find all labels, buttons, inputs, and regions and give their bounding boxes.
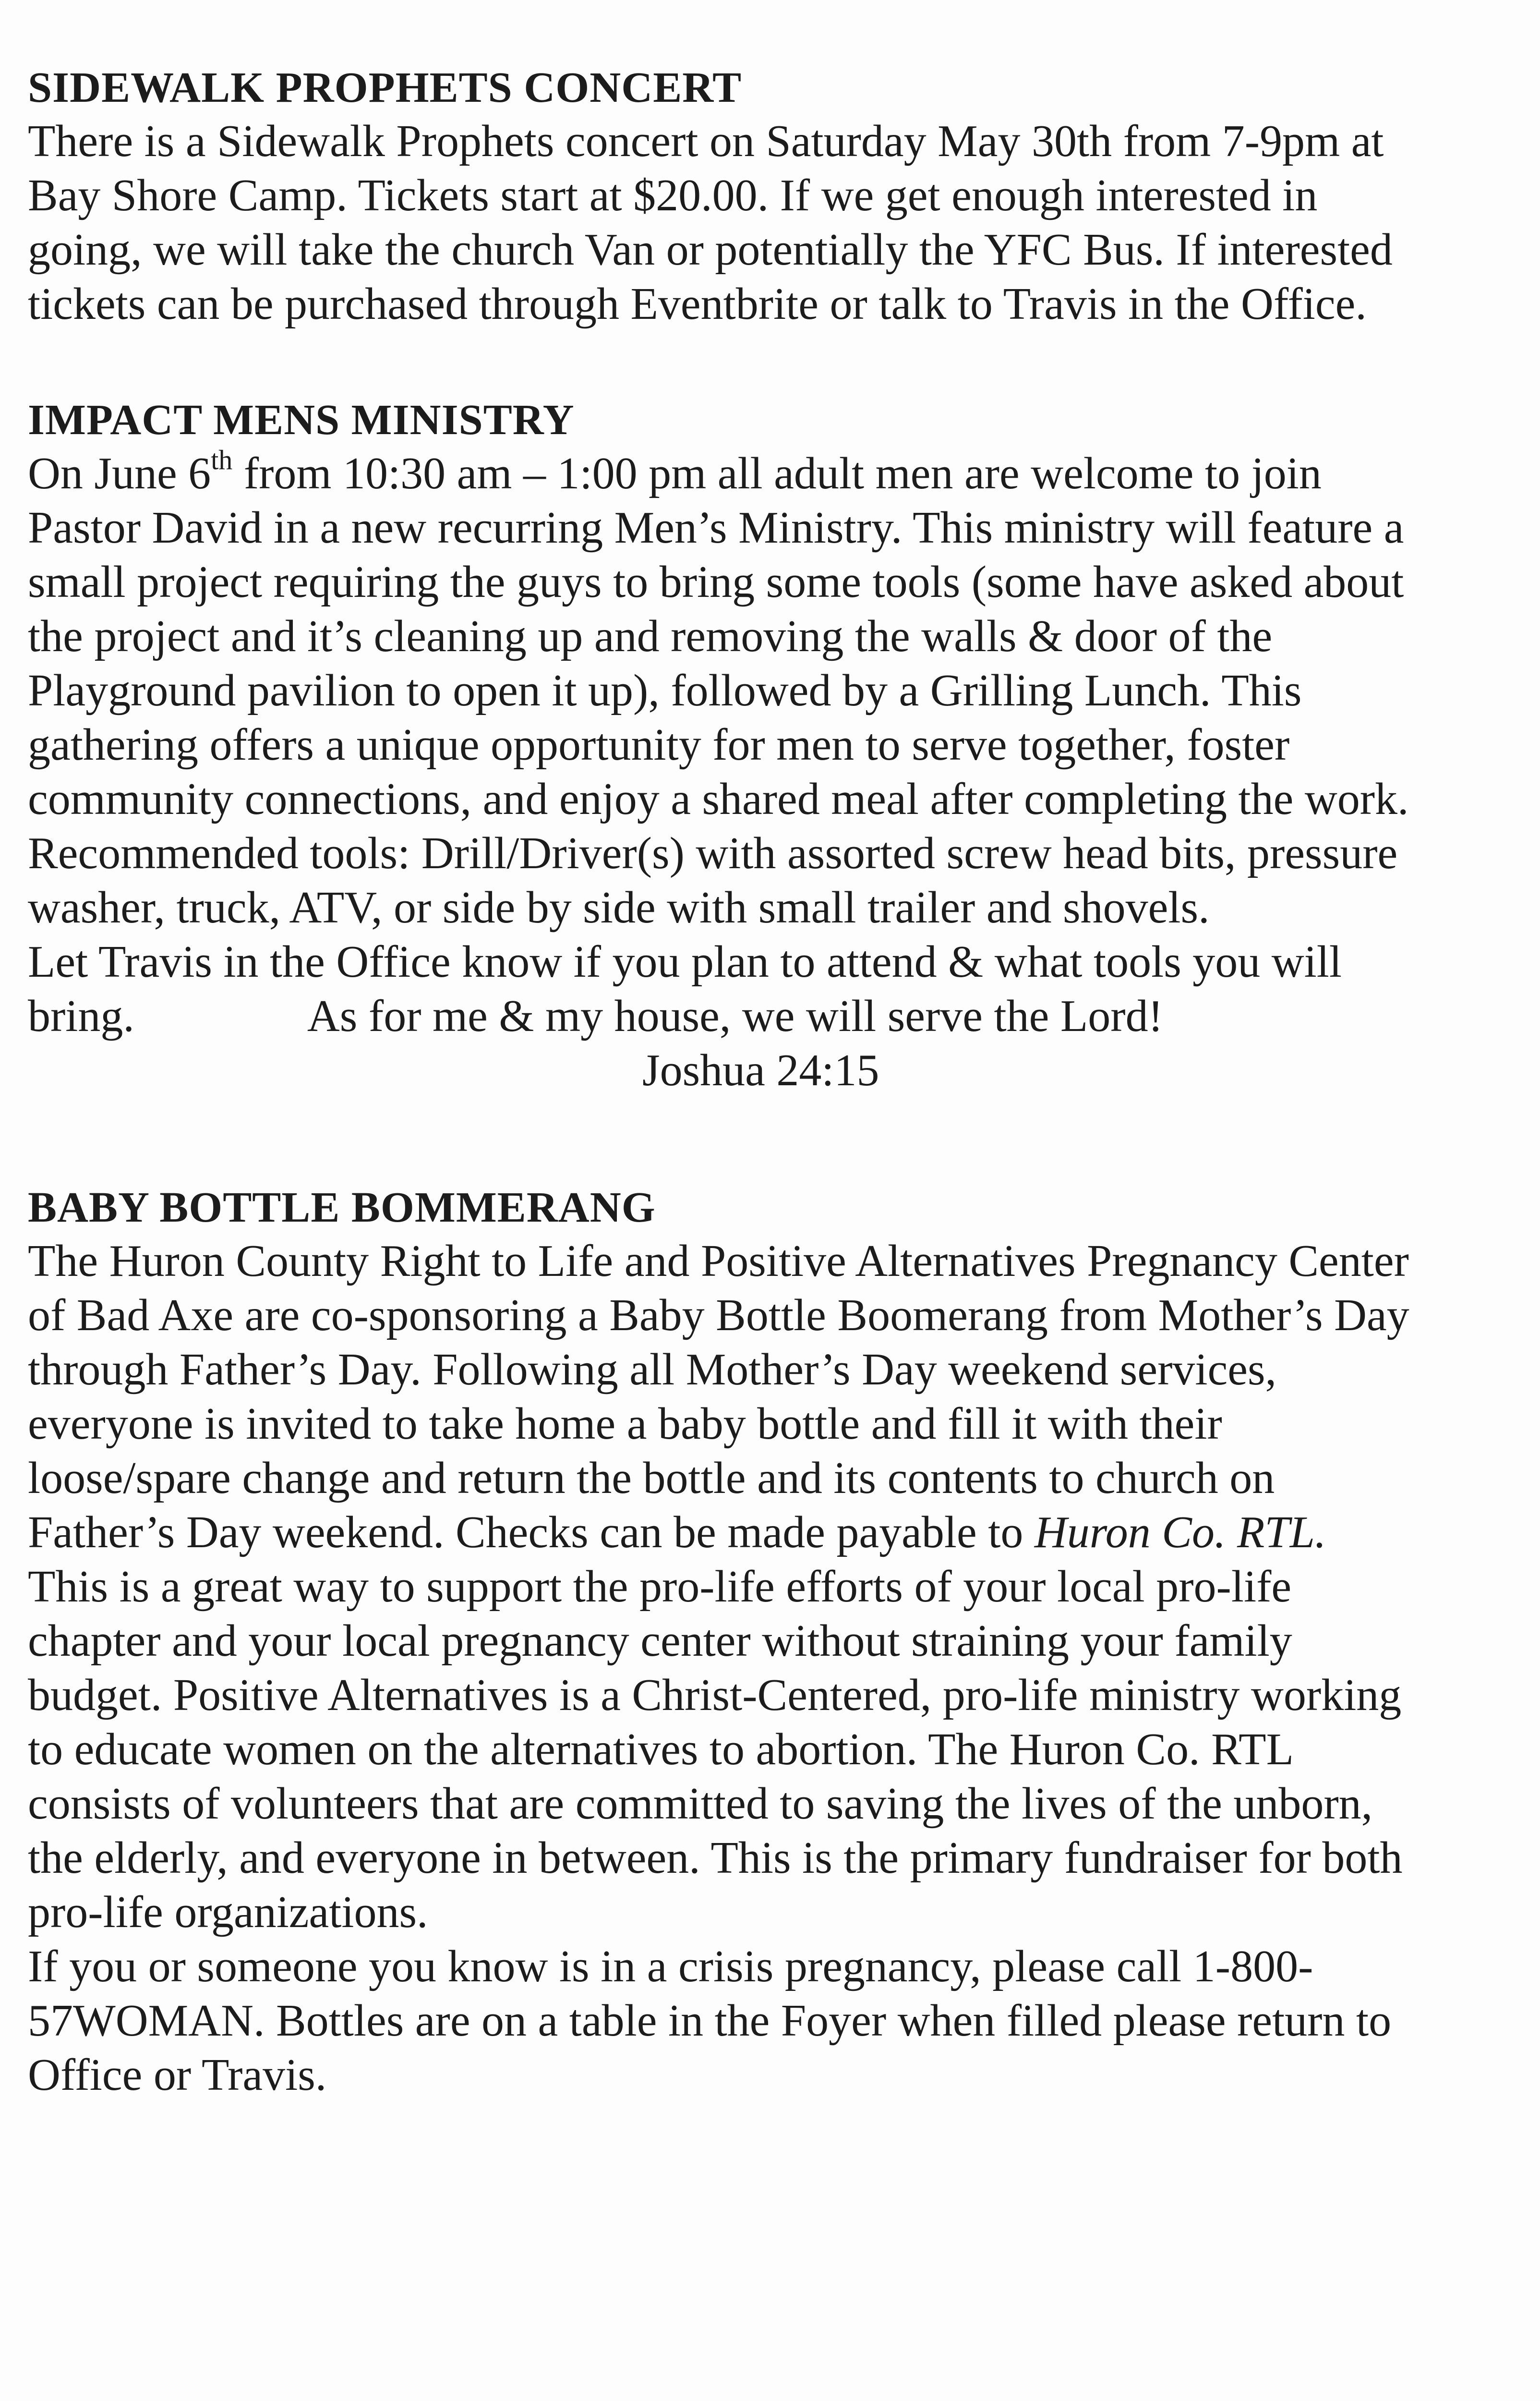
impact-line: Let Travis in the Office know if you plan to attend & what tools you will [28,937,1342,987]
baby-line: budget. Positive Alternatives is a Christ-Centered, pro-life ministry working [28,1670,1402,1720]
baby-line: chapter and your local pregnancy center without straining your family [28,1616,1292,1666]
impact-line: the project and it’s cleaning up and removing the walls & door of the [28,611,1273,661]
impact-line: Recommended tools: Drill/Driver(s) with assorted screw head bits, pressure [28,828,1398,878]
baby-line: This is a great way to support the pro-life efforts of your local pro-life [28,1562,1292,1612]
scripture-quote: As for me & my house, we will serve the Lord! [307,991,1163,1041]
impact-line: Pastor David in a new recurring Men’s Ministry. This ministry will feature a [28,503,1404,553]
baby-line: the elderly, and everyone in between. This is the primary fundraiser for both [28,1833,1403,1883]
impact-last-word: bring. [28,991,134,1041]
concert-heading: SIDEWALK PROPHETS CONCERT [28,64,742,111]
baby-line: The Huron County Right to Life and Positive Alternatives Pregnancy Center [28,1236,1409,1286]
impact-line [28,444,1516,501]
baby-bottle-heading: BABY BOTTLE BOMMERANG [28,1184,656,1231]
concert-section [28,61,1516,331]
impact-line [28,989,1516,1043]
baby-line: Office or Travis. [28,2050,327,2100]
impact-section [28,394,1516,1098]
impact-heading: IMPACT MENS MINISTRY [28,396,575,444]
scripture-reference: Joshua 24:15 [642,1045,879,1095]
concert-line: There is a Sidewalk Prophets concert on Saturday May 30th from 7-9pm at [28,116,1384,166]
baby-line: If you or someone you know is in a crisis pregnancy, please call 1-800- [28,1941,1313,1991]
baby-line: everyone is invited to take home a baby bottle and fill it with their [28,1399,1222,1449]
baby-line: 57WOMAN. Bottles are on a table in the Foyer when filled please return to [28,1996,1392,2046]
concert-line: Bay Shore Camp. Tickets start at $20.00. If we get enough interested in [28,170,1318,220]
baby-line: loose/spare change and return the bottle and its contents to church on [28,1453,1275,1503]
impact-line: washer, truck, ATV, or side by side with small trailer and shovels. [28,883,1210,933]
baby-line: of Bad Axe are co-sponsoring a Baby Bottle Boomerang from Mother’s Day [28,1290,1409,1340]
impact-line: Playground pavilion to open it up), followed by a Grilling Lunch. This [28,666,1302,715]
baby-line: pro-life organizations. [28,1887,428,1937]
concert-paragraph [28,114,1516,331]
ordinal-suffix: th [211,444,233,475]
baby-bottle-section [28,1181,1516,2102]
baby-line: through Father’s Day. Following all Mother’s Day weekend services, [28,1345,1277,1395]
checks-text: Father’s Day weekend. Checks can be made payable to [28,1507,1035,1557]
baby-bottle-paragraph [28,1234,1516,2102]
baby-line: consists of volunteers that are committed to saving the lives of the unborn, [28,1779,1373,1829]
impact-date-text: On June 6 [28,449,211,498]
payee-name: Huron Co. RTL. [1034,1507,1326,1557]
impact-line: gathering offers a unique opportunity for men to serve together, foster [28,720,1290,770]
concert-line: tickets can be purchased through Eventbrite or talk to Travis in the Office. [28,279,1367,329]
impact-paragraph [28,444,1516,1098]
baby-line: to educate women on the alternatives to abortion. The Huron Co. RTL [28,1724,1294,1774]
impact-line: community connections, and enjoy a shared meal after completing the work. [28,774,1409,824]
impact-line: small project requiring the guys to bring some tools (some have asked about [28,557,1404,607]
baby-line [28,1505,1516,1560]
concert-line: going, we will take the church Van or potentially the YFC Bus. If interested [28,225,1393,275]
impact-time-text: from 10:30 am – 1:00 pm all adult men are welcome to join [232,449,1322,498]
